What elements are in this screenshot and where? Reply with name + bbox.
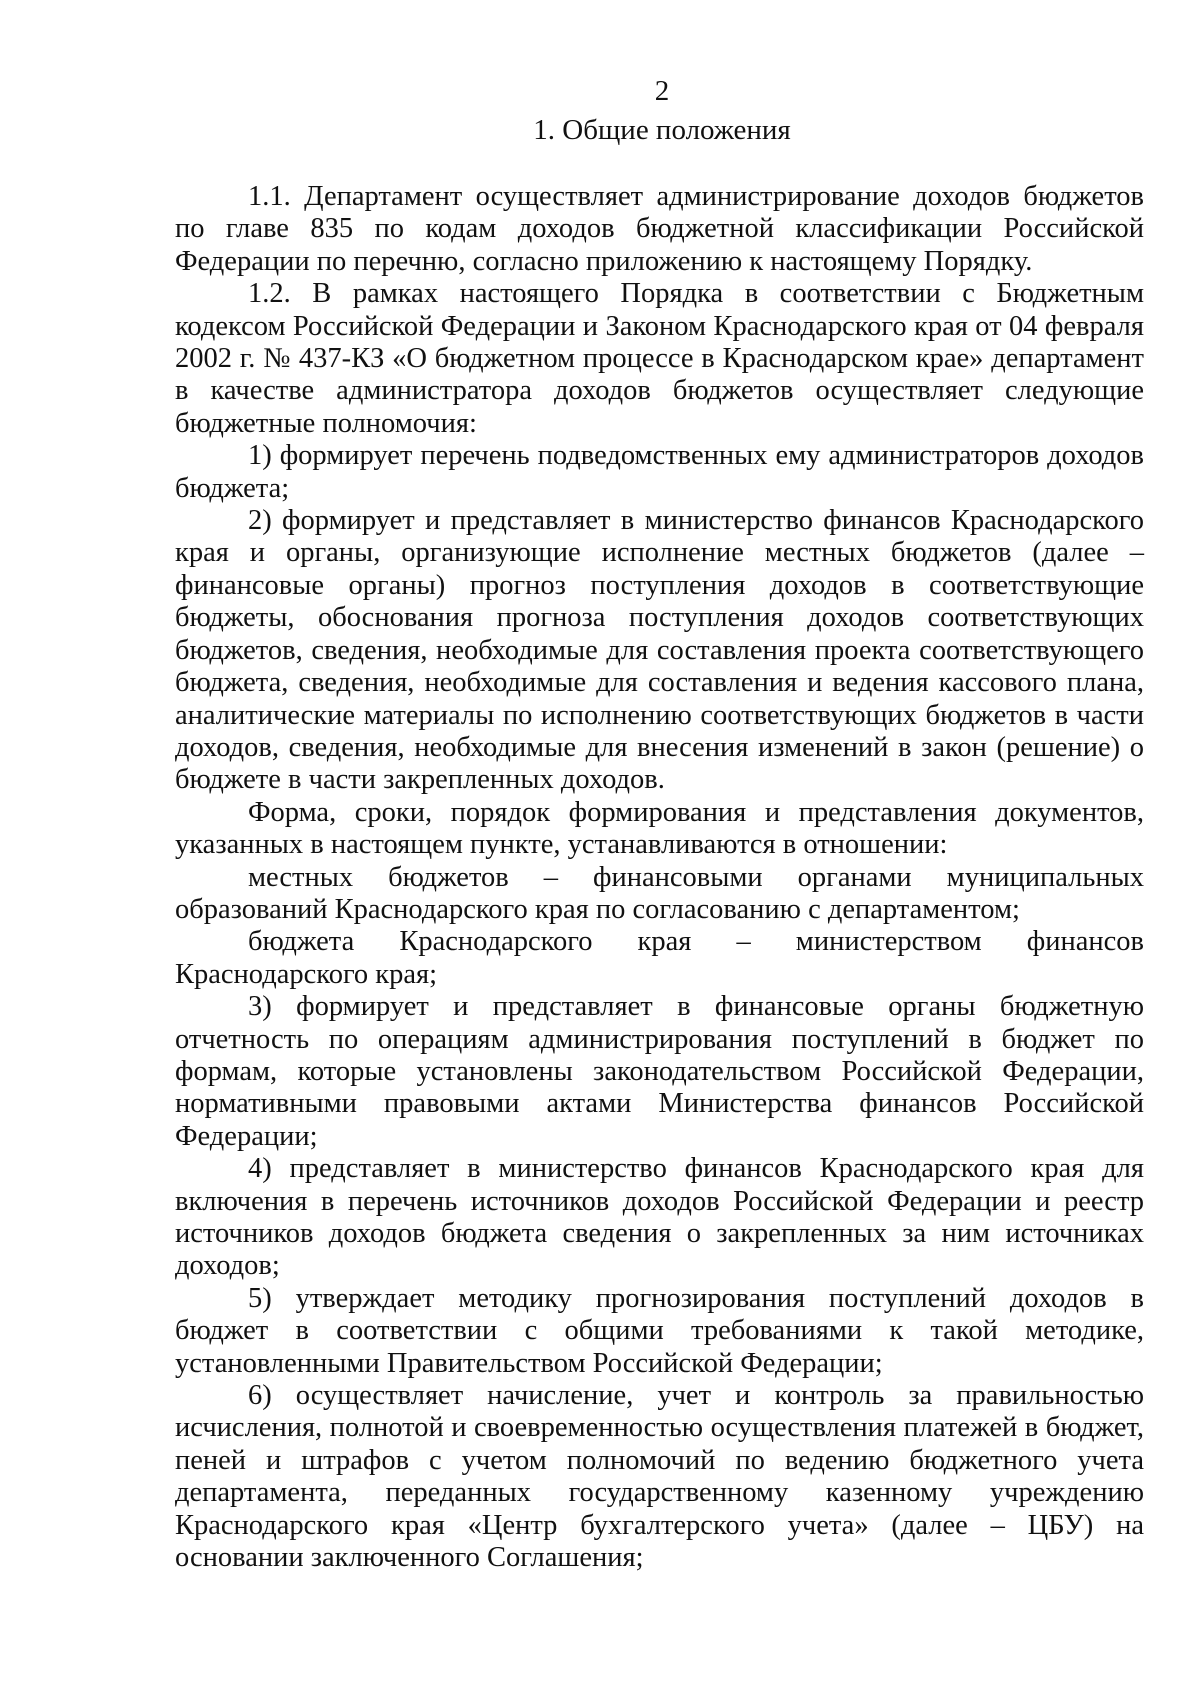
paragraph-form-terms: Форма, сроки, порядок формирования и представления документов, указанных в настоящем пункте, устанавливаются в отношении: — [175, 796, 1144, 861]
list-item-2: 2) формирует и представляет в министерство финансов Краснодарского края и органы, организующие исполнение местных бюджетов (далее – финансовые органы) прогноз поступления доходов в соответствующие бюджеты, обоснования прогноза поступления доходов соответствующих бюджетов, сведения, необходимые для составления проекта соответствующего бюджета, сведения, необходимые для составления и ведения кассового плана, аналитические материалы по исполнению соответствующих бюджетов в части доходов, сведения, необходимые для внесения изменений в закон (решение) о бюджете в части закрепленных доходов. — [175, 505, 1144, 796]
document-body — [175, 181, 1144, 1574]
section-title: 1. Общие положения — [533, 114, 791, 146]
list-item-3: 3) формирует и представляет в финансовые органы бюджетную отчетность по операциям администрирования поступлений в бюджет по формам, которые установлены законодательством Российской Федерации, нормативными правовыми актами Министерства финансов Российской Федерации; — [175, 991, 1144, 1152]
paragraph-regional-budget: бюджета Краснодарского края – министерством финансов Краснодарского края; — [175, 926, 1144, 990]
page-number: 2 — [654, 75, 670, 107]
paragraph-1-1: 1.1. Департамент осуществляет администрирование доходов бюджетов по главе 835 по кодам доходов бюджетной классификации Российской Федерации по перечню, согласно приложению к настоящему Порядку. — [175, 181, 1144, 277]
list-item-6: 6) осуществляет начисление, учет и контроль за правильностью исчисления, полнотой и своевременностью осуществления платежей в бюджет, пеней и штрафов с учетом полномочий по ведению бюджетного учета департамента, переданных государственному казенному учреждению Краснодарского края «Центр бухгалтерского учета» (далее – ЦБУ) на основании заключенного Соглашения; — [175, 1380, 1144, 1574]
list-item-1: 1) формирует перечень подведомственных ему администраторов доходов бюджета; — [175, 440, 1144, 504]
list-item-5: 5) утверждает методику прогнозирования поступлений доходов в бюджет в соответствии с общими требованиями к такой методике, установленными Правительством Российской Федерации; — [175, 1282, 1144, 1379]
paragraph-1-2: 1.2. В рамках настоящего Порядка в соответствии с Бюджетным кодексом Российской Федерации и Законом Краснодарского края от 04 февраля 2002 г. № 437-КЗ «О бюджетном процессе в Краснодарском крае» департамент в качестве администратора доходов бюджетов осуществляет следующие бюджетные полномочия: — [175, 278, 1144, 439]
list-item-4: 4) представляет в министерство финансов Краснодарского края для включения в перечень источников доходов Российской Федерации и реестр источников доходов бюджета сведения о закрепленных за ним источниках доходов; — [175, 1153, 1144, 1282]
paragraph-local-budgets: местных бюджетов – финансовыми органами муниципальных образований Краснодарского края по согласованию с департаментом; — [175, 861, 1144, 925]
